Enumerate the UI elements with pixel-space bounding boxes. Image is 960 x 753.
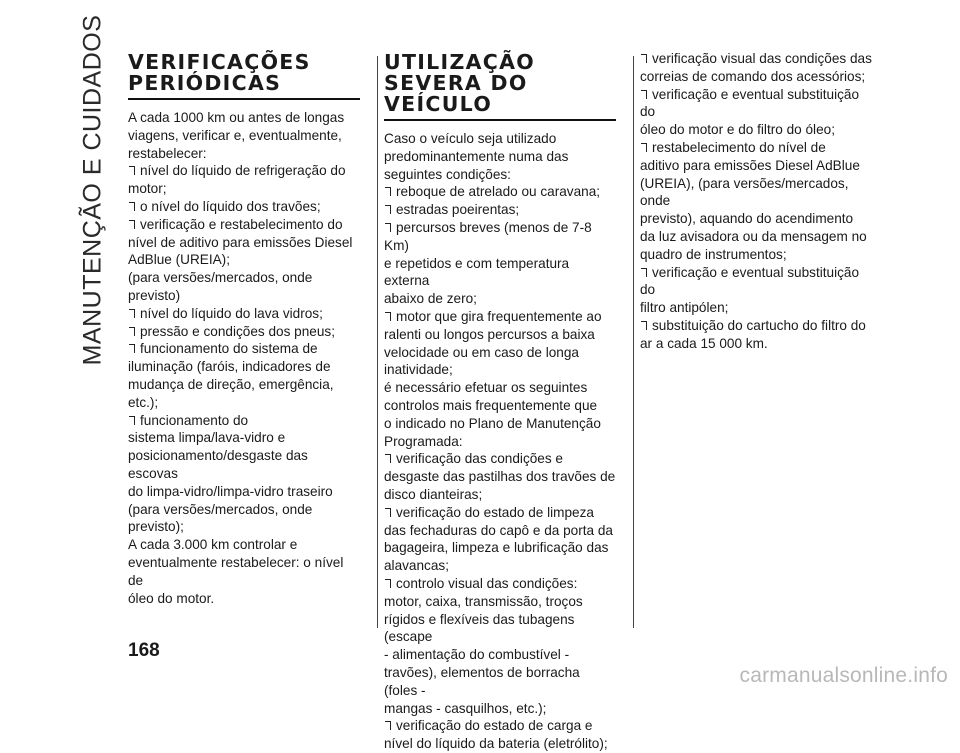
- line-text: óleo do motor e do filtro do óleo;: [640, 122, 835, 138]
- checkbox-bullet-icon: [641, 54, 647, 63]
- line-text: bagageira, limpeza e lubrificação das: [384, 540, 609, 556]
- checkbox-bullet-icon: [129, 309, 135, 318]
- text-line: [128, 269, 360, 287]
- text-line: [128, 127, 360, 145]
- column-divider-2: [633, 56, 634, 628]
- bullet-line: [128, 412, 360, 430]
- text-line: [384, 664, 616, 700]
- checkbox-bullet-icon: [385, 223, 391, 232]
- line-text: rígidos e flexíveis das tubagens (escape: [384, 611, 575, 645]
- text-line: [640, 121, 872, 139]
- checkbox-bullet-icon: [641, 90, 647, 99]
- section-heading-severe-use: UTILIZAÇÃO SEVERA DO VEÍCULO: [384, 52, 616, 121]
- checkbox-bullet-icon: [129, 344, 135, 353]
- line-text: ar a cada 15 000 km.: [640, 335, 768, 351]
- line-text: verificação e restabelecimento do: [140, 216, 343, 232]
- bullet-line: [384, 219, 616, 255]
- line-text: controlo visual das condições:: [396, 575, 578, 591]
- bullet-line: [128, 198, 360, 216]
- text-line: [128, 536, 360, 554]
- checkbox-bullet-icon: [385, 721, 391, 730]
- checkbox-bullet-icon: [129, 166, 135, 175]
- text-line: [384, 148, 616, 166]
- line-text: verificação e eventual substituição do: [640, 86, 860, 120]
- line-text: nível de aditivo para emissões Diesel: [128, 234, 353, 250]
- line-text: Programada:: [384, 433, 463, 449]
- severe-use-body: [384, 130, 616, 753]
- text-line: [128, 518, 360, 536]
- text-line: [128, 590, 360, 608]
- text-line: [128, 287, 360, 305]
- text-line: [384, 415, 616, 433]
- line-text: previsto);: [128, 519, 184, 535]
- text-line: [384, 379, 616, 397]
- line-text: previsto): [128, 287, 181, 303]
- line-text: o nível do líquido dos travões;: [140, 198, 321, 214]
- checkbox-bullet-icon: [129, 327, 135, 336]
- bullet-line: [384, 504, 616, 522]
- text-line: [384, 166, 616, 184]
- text-line: [384, 397, 616, 415]
- line-text: previsto), aquando do acendimento: [640, 211, 854, 227]
- bullet-line: [640, 317, 872, 335]
- line-text: controlos mais frequentemente que: [384, 397, 598, 413]
- line-text: sistema limpa/lava-vidro e: [128, 430, 286, 446]
- line-text: verificação do estado de limpeza: [396, 504, 594, 520]
- line-text: - alimentação do combustível -: [384, 647, 570, 663]
- line-text: verificação das condições e: [396, 451, 563, 467]
- checkbox-bullet-icon: [129, 202, 135, 211]
- bullet-line: [640, 264, 872, 300]
- text-line: [384, 433, 616, 451]
- page-number: 168: [128, 640, 160, 661]
- line-text: motor, caixa, transmissão, troços: [384, 593, 583, 609]
- text-line: [128, 447, 360, 483]
- text-line: [640, 299, 872, 317]
- line-text: (para versões/mercados, onde: [128, 270, 313, 286]
- text-line: [128, 554, 360, 590]
- text-line: [384, 486, 616, 504]
- section-heading-periodic-checks: VERIFICAÇÕES PERIÓDICAS: [128, 52, 360, 100]
- line-text: restabelecimento do nível de: [652, 139, 826, 155]
- bullet-line: [128, 216, 360, 234]
- line-text: velocidade ou em caso de longa: [384, 344, 579, 360]
- text-line: [128, 483, 360, 501]
- text-line: [384, 290, 616, 308]
- text-line: [384, 557, 616, 575]
- line-text: alavancas;: [384, 558, 449, 574]
- line-text: é necessário efetuar os seguintes: [384, 380, 588, 396]
- text-line: [640, 335, 872, 353]
- text-line: [384, 255, 616, 291]
- text-line: [128, 180, 360, 198]
- line-text: AdBlue (UREIA);: [128, 252, 230, 268]
- text-line: [128, 376, 360, 394]
- text-line: [640, 157, 872, 175]
- text-line: [384, 522, 616, 540]
- line-text: percursos breves (menos de 7-8 Km): [384, 219, 592, 253]
- text-line: [384, 700, 616, 718]
- line-text: óleo do motor.: [128, 590, 215, 606]
- line-text: motor;: [128, 181, 167, 197]
- line-text: mangas - casquilhos, etc.);: [384, 700, 547, 716]
- checkbox-bullet-icon: [385, 312, 391, 321]
- bullet-line: [128, 305, 360, 323]
- checkbox-bullet-icon: [385, 187, 391, 196]
- line-text: nível do líquido da bateria (eletrólito);: [384, 736, 608, 752]
- column-periodic-checks: [128, 52, 360, 607]
- column-divider-1: [377, 56, 378, 628]
- chapter-side-title: [76, 14, 110, 366]
- text-line: [384, 468, 616, 486]
- line-text: posicionamento/desgaste das escovas: [128, 448, 308, 481]
- text-line: [384, 735, 616, 753]
- bullet-line: [384, 450, 616, 468]
- bullet-line: [128, 162, 360, 180]
- line-text: da luz avisadora ou da mensagem no: [640, 228, 867, 244]
- line-text: (UREIA), (para versões/mercados, onde: [640, 175, 849, 209]
- site-watermark: carmanualsonline.info: [739, 664, 948, 687]
- line-text: do limpa-vidro/limpa-vidro traseiro: [128, 483, 333, 499]
- checkbox-bullet-icon: [385, 454, 391, 463]
- text-line: [128, 109, 360, 127]
- checkbox-bullet-icon: [641, 268, 647, 277]
- line-text: abaixo de zero;: [384, 291, 477, 307]
- column-severe-use: [384, 52, 616, 753]
- bullet-line: [384, 717, 616, 735]
- text-line: [384, 361, 616, 379]
- line-text: restabelecer:: [128, 145, 207, 161]
- line-text: ralenti ou longos percursos a baixa: [384, 326, 595, 342]
- text-line: [128, 429, 360, 447]
- line-text: seguintes condições:: [384, 166, 511, 182]
- line-text: viagens, verificar e, eventualmente,: [128, 127, 342, 143]
- text-line: [128, 501, 360, 519]
- checkbox-bullet-icon: [385, 579, 391, 588]
- checkbox-bullet-icon: [385, 205, 391, 214]
- text-line: [384, 593, 616, 611]
- text-line: [640, 228, 872, 246]
- line-text: Caso o veículo seja utilizado: [384, 131, 557, 146]
- text-line: [128, 145, 360, 163]
- line-text: aditivo para emissões Diesel AdBlue: [640, 157, 860, 173]
- bullet-line: [384, 575, 616, 593]
- text-line: [128, 234, 360, 252]
- checkbox-bullet-icon: [641, 143, 647, 152]
- line-text: das fechaduras do capô e da porta da: [384, 522, 613, 538]
- line-text: estradas poeirentas;: [396, 202, 520, 218]
- text-line: [128, 394, 360, 412]
- line-text: mudança de direção, emergência,: [128, 376, 334, 392]
- line-text: funcionamento do: [140, 412, 249, 428]
- checkbox-bullet-icon: [129, 416, 135, 425]
- column-severe-use-continued: [640, 50, 872, 353]
- line-text: e repetidos e com temperatura externa: [384, 255, 570, 289]
- text-line: [128, 251, 360, 269]
- line-text: verificação do estado de carga e: [396, 718, 593, 734]
- line-text: A cada 1000 km ou antes de longas: [128, 110, 345, 125]
- bullet-line: [384, 308, 616, 326]
- line-text: verificação visual das condições das: [652, 51, 872, 66]
- text-line: [640, 68, 872, 86]
- line-text: travões), elementos de borracha (foles -: [384, 664, 580, 698]
- line-text: pressão e condições dos pneus;: [140, 323, 335, 339]
- line-text: A cada 3.000 km controlar e: [128, 537, 298, 553]
- line-text: nível do líquido de refrigeração do: [140, 163, 346, 179]
- bullet-line: [128, 323, 360, 341]
- text-line: [384, 326, 616, 344]
- line-text: filtro antipólen;: [640, 300, 729, 316]
- bullet-line: [384, 201, 616, 219]
- line-text: inatividade;: [384, 362, 453, 378]
- line-text: quadro de instrumentos;: [640, 246, 787, 262]
- line-text: iluminação (faróis, indicadores de: [128, 359, 331, 375]
- line-text: nível do líquido do lava vidros;: [140, 305, 323, 321]
- text-line: [384, 130, 616, 148]
- line-text: funcionamento do sistema de: [140, 341, 318, 357]
- line-text: motor que gira frequentemente ao: [396, 308, 602, 324]
- line-text: disco dianteiras;: [384, 486, 483, 502]
- line-text: (para versões/mercados, onde: [128, 501, 313, 517]
- bullet-line: [640, 86, 872, 122]
- periodic-checks-body: [128, 109, 360, 607]
- bullet-line: [128, 340, 360, 358]
- line-text: correias de comando dos acessórios;: [640, 68, 866, 84]
- chapter-side-title-text: MANUTENÇÃO E CUIDADOS: [78, 14, 107, 366]
- line-text: o indicado no Plano de Manutenção: [384, 415, 601, 431]
- bullet-line: [640, 50, 872, 68]
- line-text: predominantemente numa das: [384, 148, 569, 164]
- line-text: reboque de atrelado ou caravana;: [396, 184, 601, 200]
- severe-use-continued-body: [640, 50, 872, 353]
- text-line: [384, 539, 616, 557]
- checkbox-bullet-icon: [385, 508, 391, 517]
- line-text: eventualmente restabelecer: o nível de: [128, 554, 344, 588]
- text-line: [640, 175, 872, 211]
- text-line: [640, 246, 872, 264]
- line-text: verificação e eventual substituição do: [640, 264, 860, 298]
- checkbox-bullet-icon: [641, 321, 647, 330]
- text-line: [128, 358, 360, 376]
- checkbox-bullet-icon: [129, 220, 135, 229]
- line-text: desgaste das pastilhas dos travões de: [384, 469, 616, 485]
- text-line: [384, 646, 616, 664]
- text-line: [384, 344, 616, 362]
- line-text: etc.);: [128, 394, 159, 410]
- bullet-line: [384, 183, 616, 201]
- line-text: substituição do cartucho do filtro do: [652, 317, 866, 333]
- bullet-line: [640, 139, 872, 157]
- text-line: [384, 611, 616, 647]
- text-line: [640, 210, 872, 228]
